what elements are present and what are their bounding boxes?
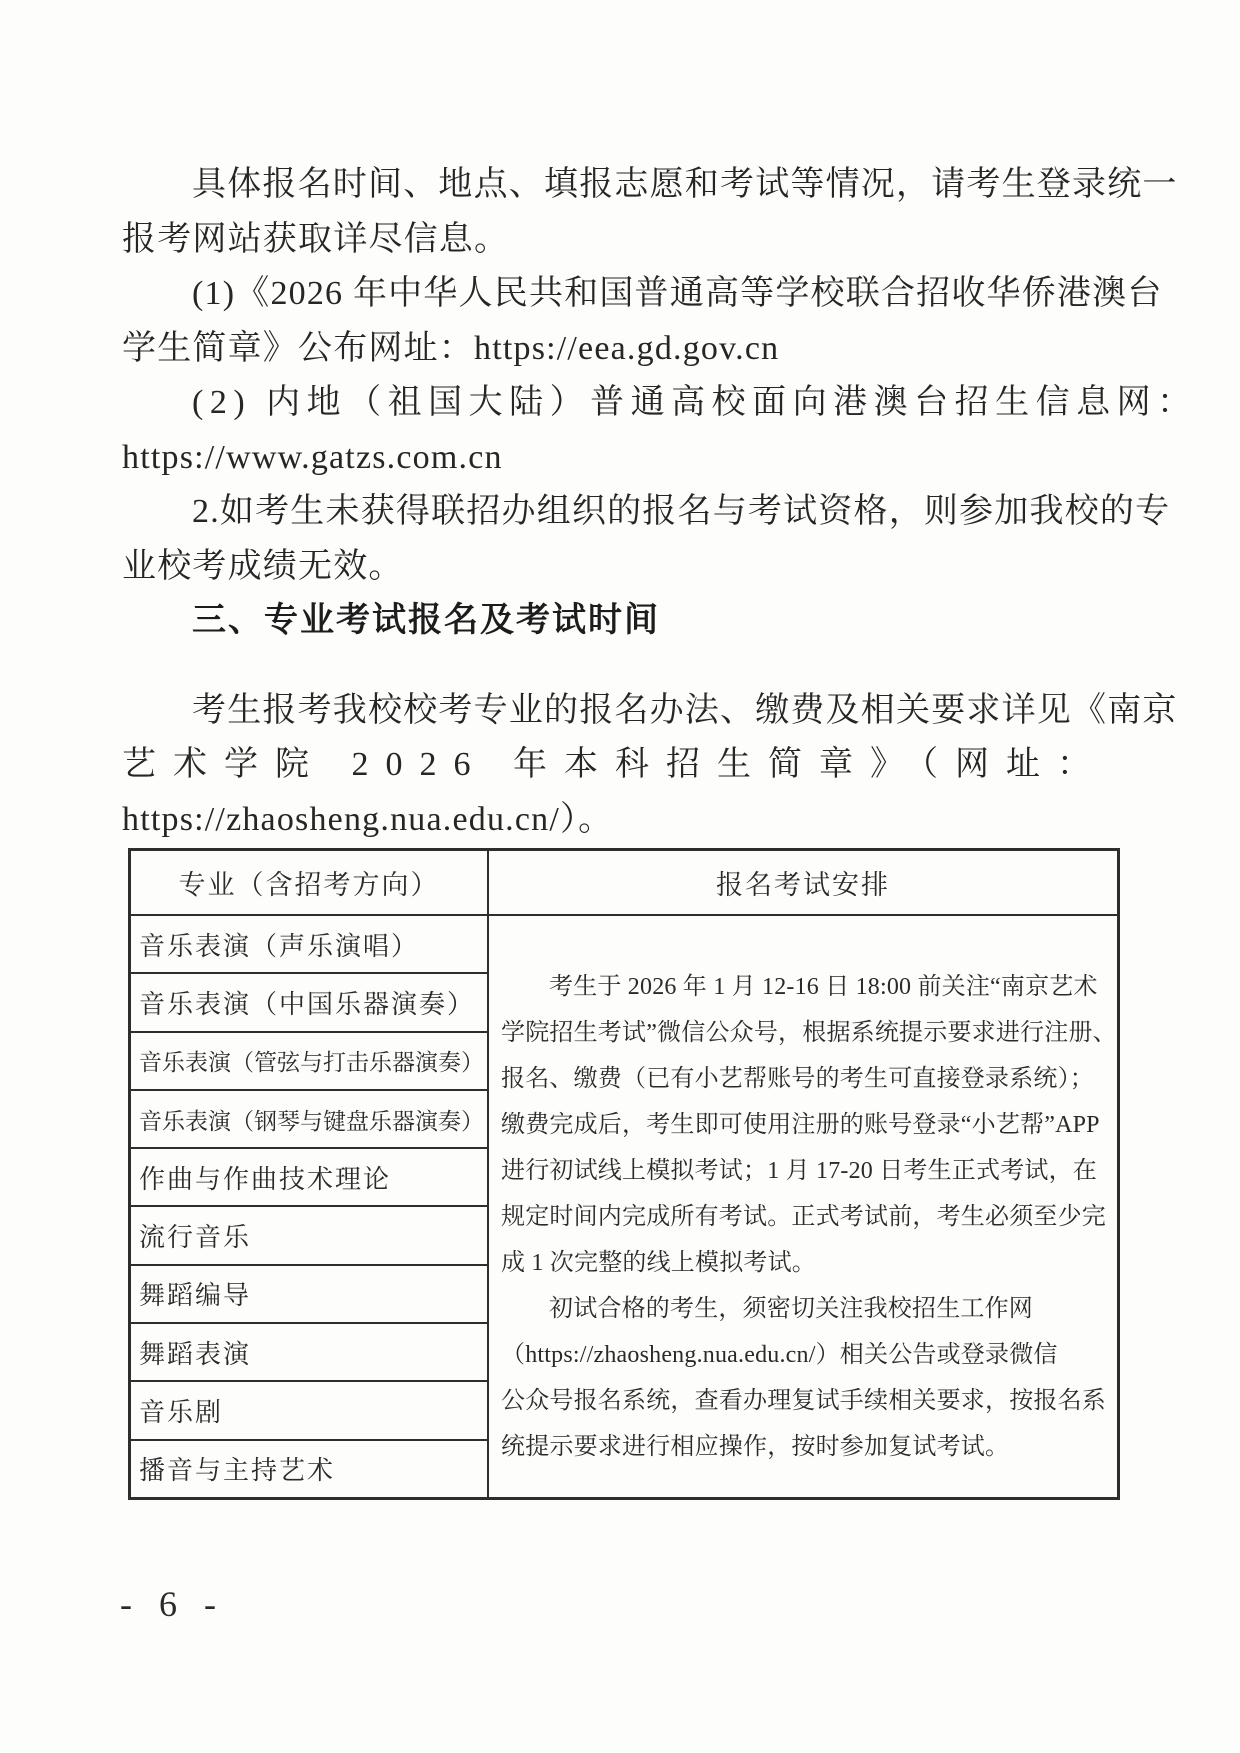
major-row bbox=[131, 1266, 487, 1324]
arrangement-line: 统提示要求进行相应操作，按时参加复试考试。 bbox=[501, 1434, 1010, 1460]
major-label: 音乐表演（声乐演唱） bbox=[139, 931, 420, 961]
major-column bbox=[131, 916, 489, 1497]
major-row bbox=[131, 916, 487, 974]
body-line: 具体报名时间、地点、填报志愿和考试等情况，请考生登录统一 bbox=[192, 166, 1178, 203]
body-line: https://zhaosheng.nua.edu.cn/）。 bbox=[122, 800, 614, 838]
body-line: 报考网站获取详尽信息。 bbox=[122, 220, 510, 258]
arrangement-line: 成 1 次完整的线上模拟考试。 bbox=[501, 1250, 816, 1276]
body-line: 学生简章》公布网址：https://eea.gd.gov.cn bbox=[122, 329, 780, 367]
arrangement-line: 初试合格的考生，须密切关注我校招生工作网 bbox=[549, 1296, 1033, 1322]
page-number: - 6 - bbox=[120, 1584, 225, 1624]
body-line: (1)《2026 年中华人民共和国普通高等学校联合招收华侨港澳台 bbox=[192, 275, 1163, 312]
body-line: https://www.gatzs.com.cn bbox=[122, 438, 503, 476]
major-row bbox=[131, 1441, 487, 1497]
table-header-major: 专业（含招考方向） bbox=[131, 851, 489, 914]
arrangement-line: 学院招生考试”微信公众号，根据系统提示要求进行注册、 bbox=[501, 1020, 1117, 1046]
arrangement-cell bbox=[489, 916, 1123, 1497]
major-row bbox=[131, 1091, 487, 1149]
major-label: 作曲与作曲技术理论 bbox=[139, 1164, 392, 1194]
major-row bbox=[131, 1207, 487, 1265]
arrangement-line: 报名、缴费（已有小艺帮账号的考生可直接登录系统）； bbox=[501, 1066, 1094, 1092]
body-line: (2) 内地（祖国大陆）普通高校面向港澳台招生信息网： bbox=[192, 384, 1198, 421]
body-line: 2.如考生未获得联招办组织的报名与考试资格，则参加我校的专 bbox=[192, 493, 1171, 530]
major-label: 舞蹈编导 bbox=[139, 1281, 252, 1311]
body-line: 业校考成绩无效。 bbox=[122, 547, 404, 585]
arrangement-line: 考生于 2026 年 1 月 12-16 日 18:00 前关注“南京艺术 bbox=[549, 974, 1098, 1000]
table-header-arrangement: 报名考试安排 bbox=[716, 870, 890, 900]
registration-table bbox=[128, 848, 1120, 1500]
body-line: 三、专业考试报名及考试时间 bbox=[192, 602, 660, 639]
major-row bbox=[131, 1324, 487, 1382]
table-body bbox=[131, 916, 1117, 1497]
major-row bbox=[131, 1382, 487, 1440]
document-body bbox=[122, 158, 1198, 847]
arrangement-line: （https://zhaosheng.nua.edu.cn/）相关公告或登录微信 bbox=[501, 1342, 1058, 1368]
body-line: 艺术学院 2026 年本科招生简章》（网址： bbox=[122, 746, 1108, 783]
major-row bbox=[131, 1033, 487, 1091]
arrangement-line: 进行初试线上模拟考试；1 月 17-20 日考生正式考试，在 bbox=[501, 1158, 1097, 1184]
major-label: 舞蹈表演 bbox=[139, 1339, 252, 1369]
arrangement-line: 规定时间内完成所有考试。正式考试前，考生必须至少完 bbox=[501, 1204, 1106, 1230]
major-label: 音乐表演（钢琴与键盘乐器演奏） bbox=[139, 1108, 484, 1134]
major-label: 播音与主持艺术 bbox=[139, 1456, 336, 1486]
major-label: 音乐表演（管弦与打击乐器演奏） bbox=[139, 1050, 484, 1076]
table-header-row bbox=[131, 851, 1117, 916]
major-label: 流行音乐 bbox=[139, 1223, 252, 1253]
arrangement-line: 缴费完成后，考生即可使用注册的账号登录“小艺帮”APP bbox=[501, 1112, 1100, 1138]
arrangement-line: 公众号报名系统，查看办理复试手续相关要求，按报名系 bbox=[501, 1388, 1106, 1414]
body-line: 考生报考我校校考专业的报名办法、缴费及相关要求详见《南京 bbox=[192, 691, 1178, 729]
major-row bbox=[131, 1149, 487, 1207]
major-label: 音乐剧 bbox=[139, 1398, 224, 1428]
major-label: 音乐表演（中国乐器演奏） bbox=[139, 989, 476, 1019]
major-row bbox=[131, 974, 487, 1032]
